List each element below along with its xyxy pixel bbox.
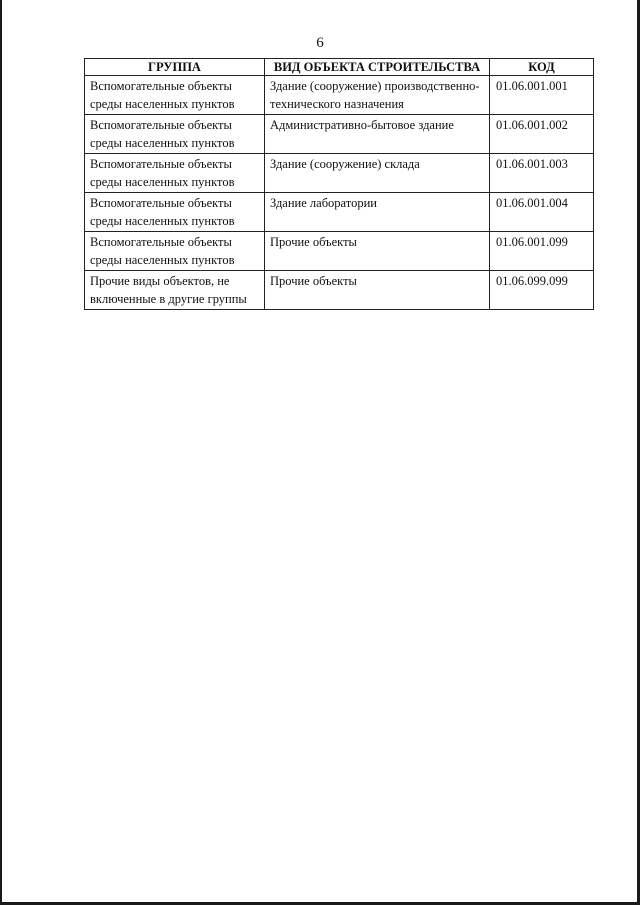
table-row bbox=[85, 76, 594, 115]
table-header-row bbox=[85, 59, 594, 76]
cell-object-type: Прочие объекты bbox=[265, 232, 490, 271]
table-row bbox=[85, 232, 594, 271]
table-row bbox=[85, 115, 594, 154]
table-row bbox=[85, 271, 594, 310]
header-group: ГРУППА bbox=[85, 59, 265, 76]
cell-code: 01.06.001.001 bbox=[490, 76, 594, 115]
cell-group: Вспомогательные объекты среды населенных пунктов bbox=[85, 232, 265, 271]
object-classification-table bbox=[84, 58, 594, 310]
cell-object-type: Здание лаборатории bbox=[265, 193, 490, 232]
cell-group: Вспомогательные объекты среды населенных пунктов bbox=[85, 115, 265, 154]
header-object-type: ВИД ОБЪЕКТА СТРОИТЕЛЬСТВА bbox=[265, 59, 490, 76]
cell-group: Вспомогательные объекты среды населенных пунктов bbox=[85, 76, 265, 115]
cell-group: Вспомогательные объекты среды населенных пунктов bbox=[85, 154, 265, 193]
cell-code: 01.06.099.099 bbox=[490, 271, 594, 310]
table-row bbox=[85, 154, 594, 193]
cell-code: 01.06.001.004 bbox=[490, 193, 594, 232]
page-number: 6 bbox=[316, 35, 324, 51]
header-code: КОД bbox=[490, 59, 594, 76]
cell-code: 01.06.001.002 bbox=[490, 115, 594, 154]
cell-object-type: Административно-бытовое здание bbox=[265, 115, 490, 154]
cell-code: 01.06.001.003 bbox=[490, 154, 594, 193]
cell-object-type: Здание (сооружение) склада bbox=[265, 154, 490, 193]
table-row bbox=[85, 193, 594, 232]
cell-object-type: Здание (сооружение) производственно-технического назначения bbox=[265, 76, 490, 115]
scan-border-left bbox=[0, 0, 2, 905]
cell-object-type: Прочие объекты bbox=[265, 271, 490, 310]
cell-code: 01.06.001.099 bbox=[490, 232, 594, 271]
cell-group: Прочие виды объектов, не включенные в другие группы bbox=[85, 271, 265, 310]
cell-group: Вспомогательные объекты среды населенных пунктов bbox=[85, 193, 265, 232]
